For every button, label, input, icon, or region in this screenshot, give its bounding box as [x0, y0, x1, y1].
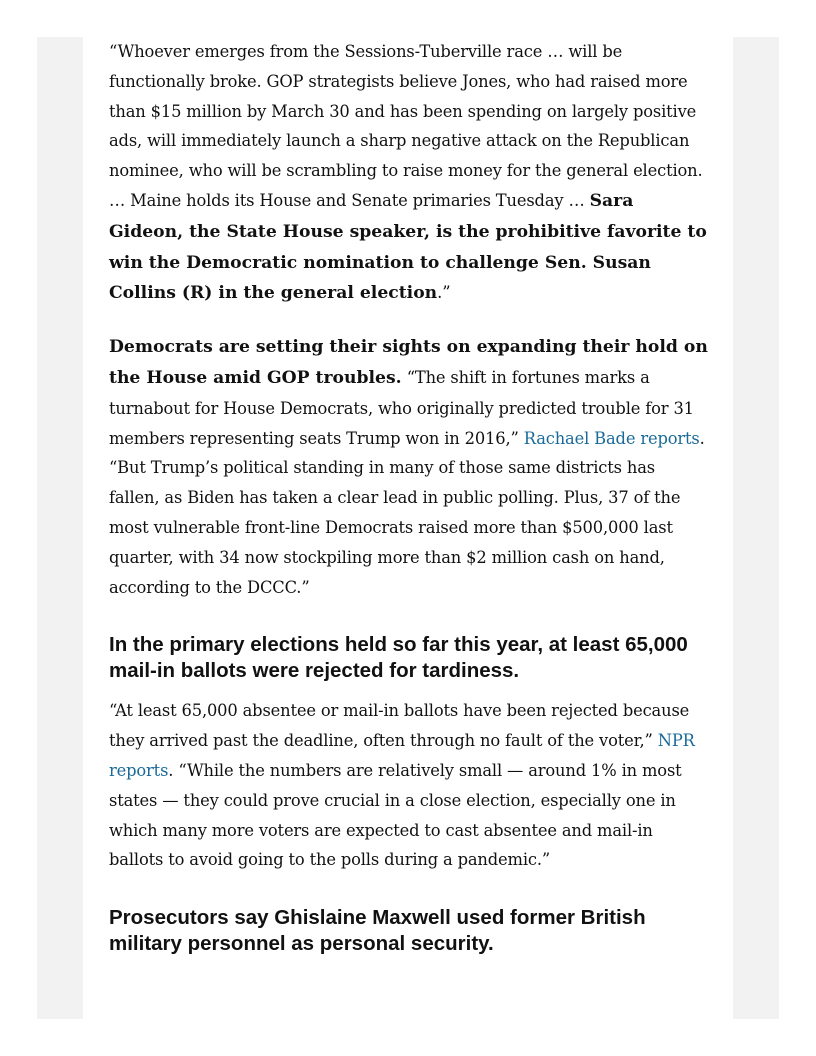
paragraph-house-democrats [109, 332, 709, 602]
article-body [109, 37, 709, 957]
bold-highlight-gideon: Sara Gideon, the State House speaker, is the prohibitive favorite to win the Democratic nomination to challenge Sen. Susan Collins (R) in the general election [109, 190, 707, 304]
paragraph-text: . “But Trump’s political standing in many of those same districts has fallen, as Biden has taken a clear lead in public polling. Plus, 37 of the most vulnerable front-line Democrats raised more than $500,000 last quarter, with 34 now stockpiling more than $2 million cash on hand, according to the DCCC.” [109, 428, 705, 597]
paragraph-text: “The shift in fortunes marks a turnabout for House Democrats, who originally predicted trouble for 31 members representing seats Trump won in 2016,” [109, 367, 694, 448]
paragraph-text: .” [437, 283, 451, 303]
link-npr-reports[interactable]: NPR reports [109, 731, 695, 780]
paragraph-text: . “While the numbers are relatively small — around 1% in most states — they could prove crucial in a close election, especially one in which many more voters are expected to cast absentee and mail-in ballots to avoid going to the polls during a pandemic.” [109, 760, 682, 870]
link-rachael-bade-reports[interactable]: Rachael Bade reports [523, 428, 700, 448]
paragraph-text: “At least 65,000 absentee or mail-in ballots have been rejected because they arrived past the deadline, often through no fault of the voter,” [109, 701, 690, 751]
heading-ghislaine-maxwell: Prosecutors say Ghislaine Maxwell used former British military personnel as personal security. [109, 906, 646, 956]
paragraph-sessions-tuberville [109, 37, 709, 309]
bold-lead-house: Democrats are setting their sights on expanding their hold on the House amid GOP troubles. [109, 337, 708, 388]
heading-mail-in-ballots: In the primary elections held so far this year, at least 65,000 mail-in ballots were rejected for tardiness. [109, 633, 688, 683]
right-margin-panel [733, 37, 779, 1019]
left-margin-panel [37, 37, 83, 1019]
paragraph-text: “Whoever emerges from the Sessions-Tuberville race … will be functionally broke. GOP strategists believe Jones, who had raised more than $15 million by March 30 and has been spending on largely positive ads, will immediately launch a sharp negative attack on the Republican nominee, who will be scrambling to raise money for the general election. … Maine holds its House and Senate primaries Tuesday … [109, 42, 703, 210]
paragraph-npr-ballots [109, 696, 709, 875]
